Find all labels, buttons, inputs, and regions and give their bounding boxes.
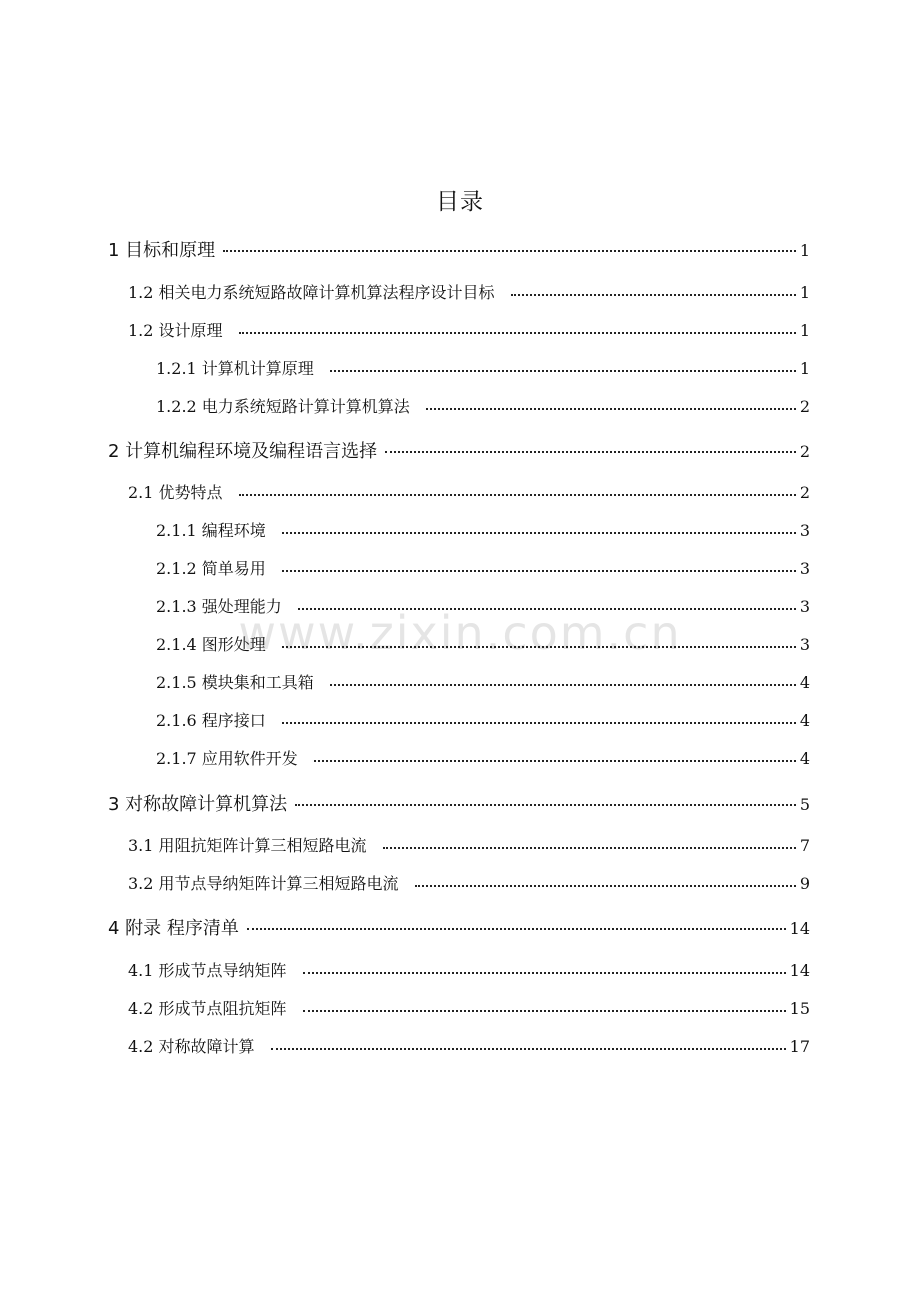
toc-entry-label: 1.2 相关电力系统短路故障计算机算法程序设计目标 <box>128 283 495 302</box>
dot-leader <box>298 608 796 610</box>
toc-page-number: 5 <box>799 795 810 814</box>
toc-entry-label: 4 附录 程序清单 <box>108 918 239 939</box>
dot-leader <box>303 1010 786 1012</box>
toc-entry-section-3-2[interactable] <box>128 871 810 895</box>
dot-leader <box>330 370 796 372</box>
toc-entry-label: 4.2 形成节点阻抗矩阵 <box>128 999 287 1018</box>
toc-page-number: 3 <box>799 635 810 654</box>
dot-leader <box>282 570 796 572</box>
toc-page-number: 2 <box>799 483 810 502</box>
toc-page-number: 2 <box>799 442 810 461</box>
dot-leader <box>282 532 796 534</box>
toc-entry-section-1-2-1[interactable] <box>156 356 810 380</box>
toc-entry-section-2-1[interactable] <box>128 480 810 504</box>
toc-entry-section-3-1[interactable] <box>128 833 810 857</box>
toc-entry-section-2-1-7[interactable] <box>156 746 810 770</box>
toc-page-number: 4 <box>799 749 810 768</box>
toc-page-number: 3 <box>799 559 810 578</box>
toc-entry-label: 2.1.6 程序接口 <box>156 711 266 730</box>
toc-page-number: 7 <box>799 836 810 855</box>
toc-entry-label: 2.1.1 编程环境 <box>156 521 266 540</box>
toc-entry-label: 2.1.4 图形处理 <box>156 635 266 654</box>
toc-entry-section-2-1-1[interactable] <box>156 518 810 542</box>
dot-leader <box>385 451 796 453</box>
dot-leader <box>282 646 796 648</box>
toc-page-number: 1 <box>799 283 810 302</box>
toc-entry-chapter-1[interactable] <box>108 236 810 260</box>
toc-entry-chapter-4[interactable] <box>108 914 810 938</box>
toc-title: 目录 <box>436 189 484 215</box>
toc-entry-section-1-2a[interactable] <box>128 280 810 304</box>
toc-entry-section-2-1-5[interactable] <box>156 670 810 694</box>
dot-leader <box>330 684 796 686</box>
dot-leader <box>303 972 786 974</box>
dot-leader <box>415 885 796 887</box>
toc-page-number: 4 <box>799 711 810 730</box>
watermark: www.zixin.com.cn <box>238 606 682 660</box>
toc-entry-label: 3 对称故障计算机算法 <box>108 794 288 815</box>
toc-page-number: 4 <box>799 673 810 692</box>
toc-entry-label: 1 目标和原理 <box>108 240 216 261</box>
toc-entry-section-2-1-6[interactable] <box>156 708 810 732</box>
toc-entry-label: 2.1.3 强处理能力 <box>156 597 282 616</box>
toc-entry-label: 4.1 形成节点导纳矩阵 <box>128 961 287 980</box>
toc-entry-label: 2.1.2 简单易用 <box>156 559 266 578</box>
toc-entry-section-2-1-3[interactable] <box>156 594 810 618</box>
toc-page-number: 2 <box>799 397 810 416</box>
toc-page-number: 3 <box>799 521 810 540</box>
toc-entry-label: 2 计算机编程环境及编程语言选择 <box>108 441 378 462</box>
toc-page-number: 15 <box>789 999 810 1018</box>
toc-entry-label: 3.2 用节点导纳矩阵计算三相短路电流 <box>128 874 399 893</box>
toc-page-number: 1 <box>799 359 810 378</box>
dot-leader <box>426 408 796 410</box>
toc-page-number: 3 <box>799 597 810 616</box>
dot-leader <box>271 1048 786 1050</box>
toc-page-number: 1 <box>799 321 810 340</box>
toc-entry-label: 3.1 用阻抗矩阵计算三相短路电流 <box>128 836 367 855</box>
toc-entry-section-4-2a[interactable] <box>128 996 810 1020</box>
toc-entry-label: 1.2.1 计算机计算原理 <box>156 359 314 378</box>
toc-entry-label: 2.1.5 模块集和工具箱 <box>156 673 314 692</box>
toc-page-number: 14 <box>789 919 810 938</box>
dot-leader <box>239 332 796 334</box>
toc-page-number: 9 <box>799 874 810 893</box>
toc-entry-chapter-3[interactable] <box>108 790 810 814</box>
dot-leader <box>314 760 796 762</box>
toc-entry-label: 2.1 优势特点 <box>128 483 223 502</box>
toc-entry-section-1-2b[interactable] <box>128 318 810 342</box>
toc-entry-section-1-2-2[interactable] <box>156 394 810 418</box>
toc-entry-section-4-2b[interactable] <box>128 1034 810 1058</box>
toc-entry-label: 2.1.7 应用软件开发 <box>156 749 298 768</box>
toc-page-number: 17 <box>789 1037 810 1056</box>
toc-entry-chapter-2[interactable] <box>108 437 810 461</box>
toc-page-number: 14 <box>789 961 810 980</box>
dot-leader <box>295 804 796 806</box>
toc-page-number: 1 <box>799 241 810 260</box>
dot-leader <box>239 494 796 496</box>
toc-entry-section-2-1-4[interactable] <box>156 632 810 656</box>
dot-leader <box>383 847 796 849</box>
toc-entry-label: 1.2 设计原理 <box>128 321 223 340</box>
toc-entry-section-2-1-2[interactable] <box>156 556 810 580</box>
toc-entry-label: 1.2.2 电力系统短路计算计算机算法 <box>156 397 410 416</box>
dot-leader <box>223 250 796 252</box>
toc-entry-section-4-1[interactable] <box>128 958 810 982</box>
dot-leader <box>511 294 796 296</box>
toc-entry-label: 4.2 对称故障计算 <box>128 1037 255 1056</box>
dot-leader <box>247 928 786 930</box>
dot-leader <box>282 722 796 724</box>
